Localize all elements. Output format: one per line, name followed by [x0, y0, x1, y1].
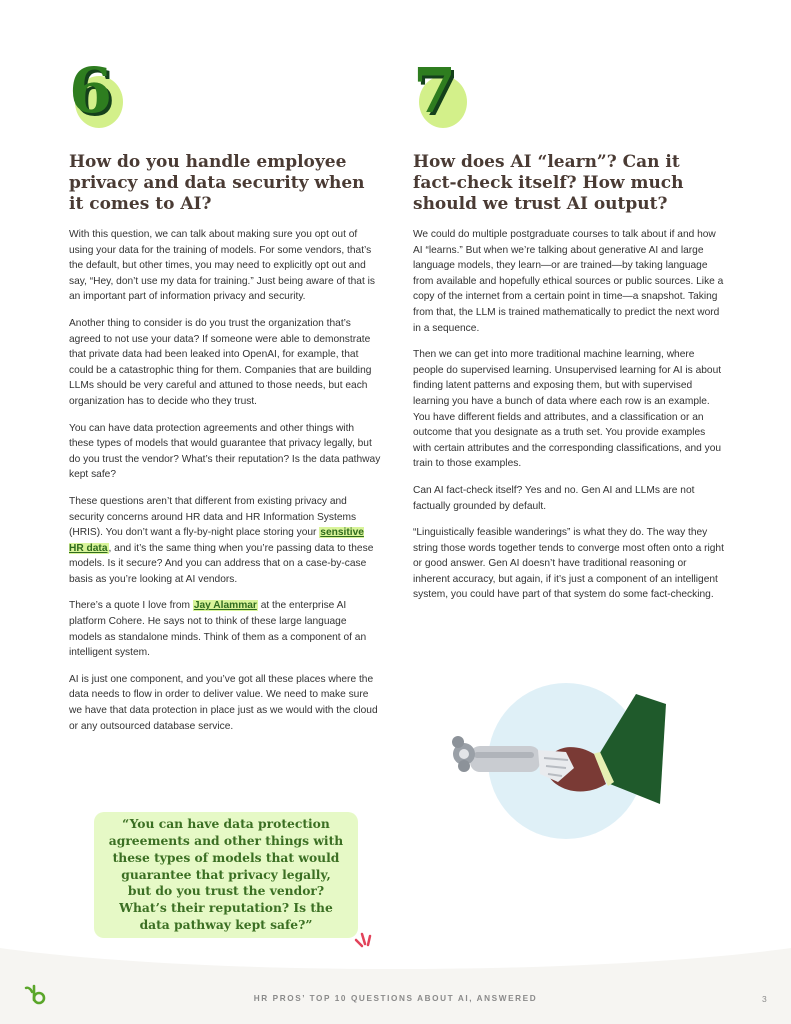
question-heading: How does AI “learn”? Can it fact-check itself? How much should we trust AI output? — [413, 152, 684, 214]
question-heading: How do you handle employee privacy and data security when it comes to AI? — [69, 152, 365, 214]
paragraph: Another thing to consider is do you trust the organization that’s agreed to not use your data? If someone were able to demonstrate that private data had been leaked into OpenAI, for example, that could be a catastrophic thing for them. Companies that are building LLMs should be very careful and attuned to those needs, but each organization has to decide who they trust. — [69, 317, 372, 407]
paragraph-text: , and it’s the same thing when you’re passing data to these models. Is it secure? And you can address that on a case-by-case basis as you’re looking at AI vendors. — [69, 542, 374, 585]
page-number: 3 — [762, 994, 767, 1004]
footer-background — [0, 940, 791, 1024]
number-badge-7 — [413, 54, 473, 130]
footer-title: HR PROS’ TOP 10 QUESTIONS ABOUT AI, ANSWERED — [253, 994, 538, 1003]
robot-forearm — [470, 746, 540, 772]
right-column — [413, 54, 725, 614]
sensitive-hr-data-link[interactable]: sensitive HR data — [69, 527, 364, 554]
robot-joint-top — [452, 736, 464, 748]
jay-alammar-link[interactable]: Jay Alammar — [193, 600, 257, 612]
paragraph: Then we can get into more traditional machine learning, where people do supervised learning. Unsupervised learning for AI is about finding latent patterns and exposing them, but with supervised learning you have a bunch of data where each row is an example. You have different fields and attributes, and a classification or an outcome that you designate as a truth set. You provide examples with certain attributes and the corresponding classifications, and you train to those examples. — [413, 349, 722, 470]
paragraph: You can have data protection agreements and other things with these types of models that would guarantee that privacy legally, but do you trust the vendor? What’s their reputation? Is the data pathway kept safe? — [69, 422, 381, 481]
left-column — [69, 54, 381, 745]
paragraph — [69, 494, 381, 588]
paragraph-text: These questions aren’t that different from existing privacy and security concerns around HR data and HR Information Systems (HRIS). You don’t want a fly-by-night place storing your — [69, 495, 357, 539]
number-badge-6 — [69, 54, 129, 130]
paragraph: We could do multiple postgraduate courses to talk about if and how AI “learns.” But when we’re talking about generative AI and large language models, they learn—or are trained—by taking language from available and hopefully ethical sources or public sources. Like a copy of the internet from a certain point in time—a snapshot. Taking from that, the LLM is trained mathematically to predict the next word in a sequence. — [413, 229, 724, 334]
paragraph-text: at the enterprise AI platform Cohere. He says not to think of these large language models as standalone minds. Think of them as a component of an intelligent system. — [69, 600, 367, 659]
pull-quote — [94, 812, 358, 938]
section-number: 6 — [69, 54, 113, 127]
paragraph-text: There’s a quote I love from — [69, 600, 193, 612]
robot-joint-core — [459, 749, 469, 759]
paragraph: “Linguistically feasible wanderings” is what they do. The way they string those words together tends to converge most often onto a right or good answer. Gen AI doesn’t have traditional reasoning or inherent accuracy, but again, if it’s just a component of an intelligent system, you could have part of that system do some fact-checking. — [413, 527, 724, 601]
paragraph — [69, 598, 381, 660]
paragraph: Can AI fact-check itself? Yes and no. Gen AI and LLMs are not factually grounded by default. — [413, 484, 695, 512]
paragraph: AI is just one component, and you’ve got all these places where the data needs to flow in order to deliver value. We need to make sure we have that data protection in place just as we would with the cloud or any outsourced database service. — [69, 673, 378, 732]
robot-joint-bottom — [458, 760, 470, 772]
robot-human-handshake-illustration — [440, 664, 690, 849]
pull-quote-text: “You can have data protection agreements and other things with these types of models that would guarantee that privacy legally, but do you trust the vendor? What’s their reputation? Is the data pathway kept safe?” — [108, 816, 344, 932]
section-number: 7 — [413, 54, 457, 127]
robot-forearm-groove — [474, 752, 534, 758]
paragraph: With this question, we can talk about making sure you opt out of using your data for the training of models. For some vendors, that’s the default, but other times, you may need to explicitly opt out and say, “Hey, don’t use my data for training.” Just being aware of that is an important part of information privacy and security. — [69, 229, 375, 303]
